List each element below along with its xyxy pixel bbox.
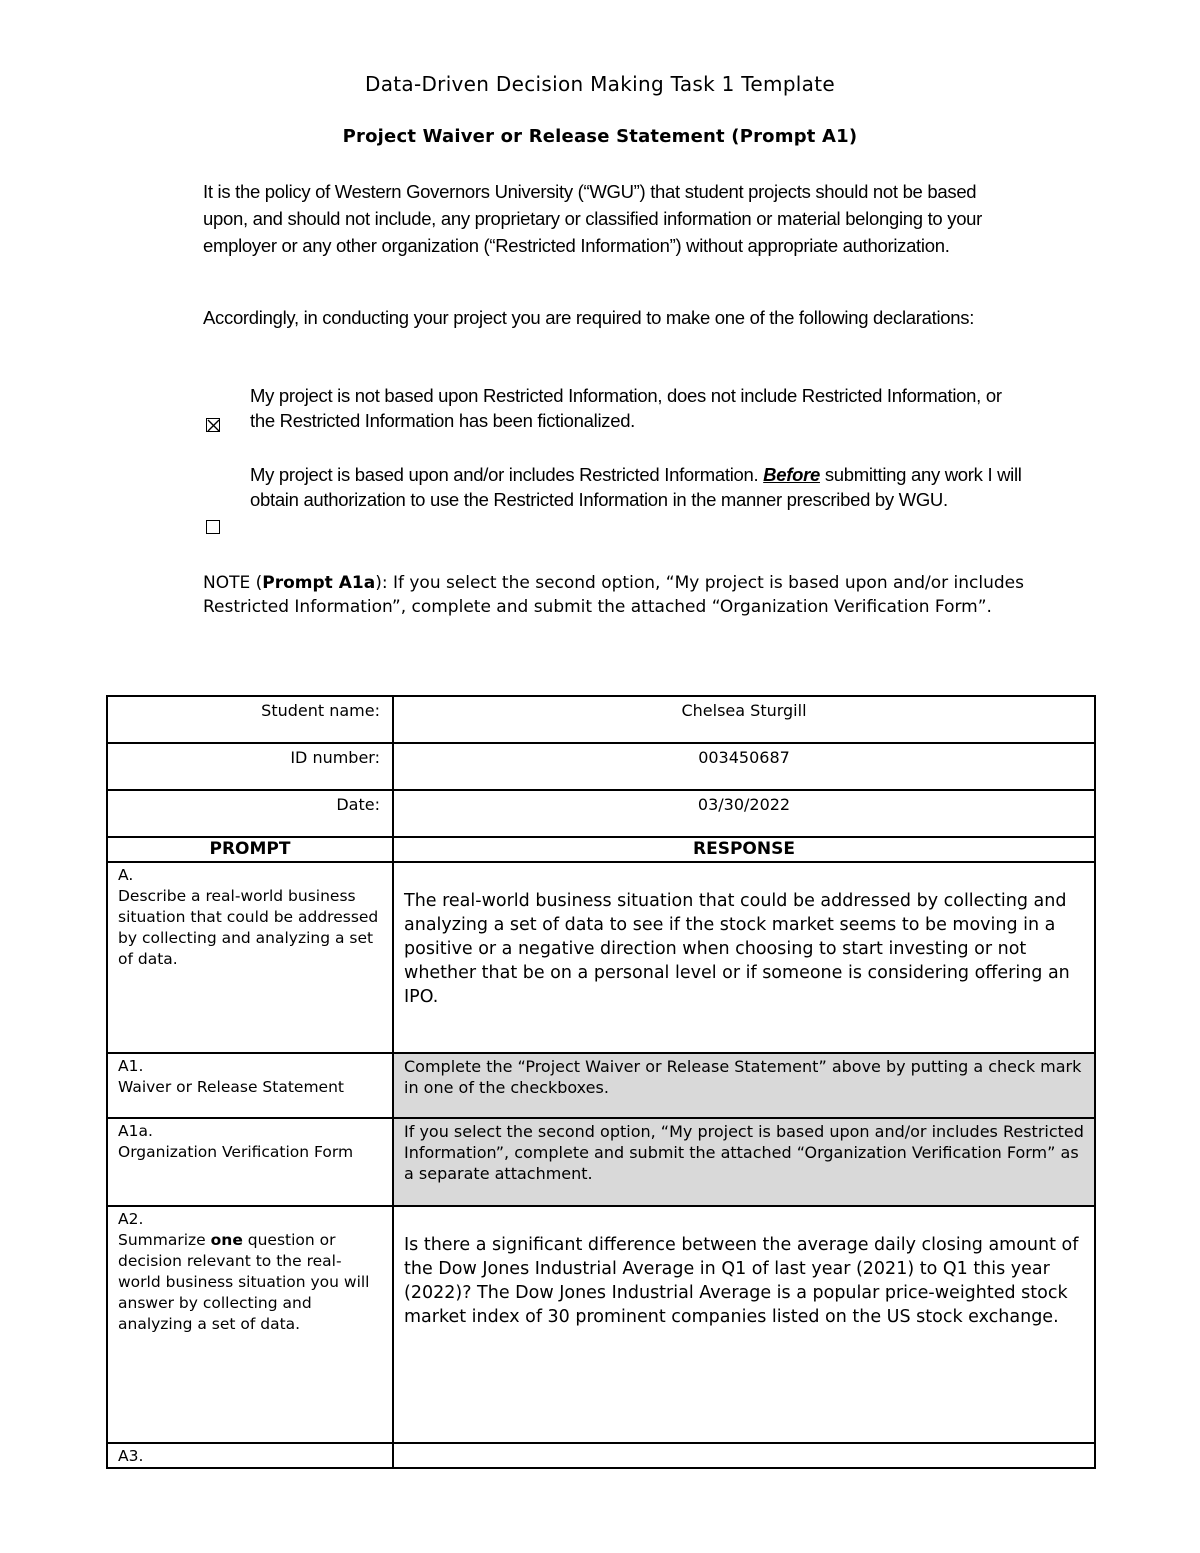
declaration-2-text-after: submitting any work I will obtain authorization to use the Restricted Information in the manner prescribed by WGU. — [250, 464, 1022, 510]
prompt-cell-a1 — [107, 1053, 393, 1118]
declaration-2-emphasis: Before — [763, 464, 820, 485]
note-paragraph — [203, 571, 1103, 619]
response-cell-a[interactable] — [393, 862, 1095, 1053]
prompt-text: Waiver or Release Statement — [118, 1078, 344, 1096]
prompt-cell-a — [107, 862, 393, 1053]
response-text: Is there a significant difference between the average daily closing amount of the Dow Jones Industrial Average in Q1 of last year (2021) to Q1 this year (2022)? The Dow Jones Industrial Average is a popular price-weighted stock market index of 30 prominent companies listed on the US stock exchange. — [404, 1235, 1079, 1327]
declaration-1-text: My project is not based upon Restricted Information, does not include Restricted Information, or the Restricted Information has been fictionalized. — [250, 385, 1002, 431]
student-name-label: Student name: — [107, 696, 393, 743]
prompt-code: A2. — [118, 1210, 144, 1228]
declaration-1-checkbox[interactable] — [206, 418, 220, 432]
prompt-column-header: PROMPT — [107, 837, 393, 862]
prompt-code: A1a. — [118, 1122, 153, 1140]
document-title: Data-Driven Decision Making Task 1 Template — [365, 72, 835, 96]
accordingly-paragraph: Accordingly, in conducting your project you are required to make one of the following declarations: — [203, 307, 975, 328]
response-cell-a2[interactable] — [393, 1206, 1095, 1443]
response-column-header: RESPONSE — [393, 837, 1095, 862]
task-form-table — [106, 695, 1096, 1469]
table-row-a1a — [107, 1118, 1095, 1206]
prompt-cell-a2 — [107, 1206, 393, 1443]
prompt-code: A. — [118, 866, 134, 884]
date-value[interactable]: 03/30/2022 — [393, 790, 1095, 837]
prompt-cell-a3 — [107, 1443, 393, 1468]
prompt-text-after: question or decision relevant to the real-world business situation you will answer by collecting and analyzing a set of data. — [118, 1231, 370, 1333]
prompt-code: A3. — [118, 1447, 144, 1465]
response-text: The real-world business situation that could be addressed by collecting and analyzing a set of data to see if the stock market seems to be moving in a positive or a negative direction when choosing to start investing or not whether that be on a personal level or if someone is considering offering an IPO. — [404, 891, 1070, 1007]
declaration-2-text-before: My project is based upon and/or includes Restricted Information. — [250, 464, 764, 485]
note-prefix: NOTE ( — [203, 573, 263, 593]
response-cell-a3[interactable] — [393, 1443, 1095, 1468]
header-row — [107, 837, 1095, 862]
id-number-value[interactable]: 003450687 — [393, 743, 1095, 790]
prompt-cell-a1a — [107, 1118, 393, 1206]
prompt-text-bold: one — [210, 1231, 243, 1249]
declaration-2-text — [250, 462, 1030, 512]
id-number-label: ID number: — [107, 743, 393, 790]
response-cell-a1a: If you select the second option, “My project is based upon and/or includes Restricted Information”, complete and submit the attached “Organization Verification Form” as a separate attachment. — [393, 1118, 1095, 1206]
table-row-a1 — [107, 1053, 1095, 1118]
prompt-text: Describe a real-world business situation that could be addressed by collecting and analyzing a set of data. — [118, 887, 379, 968]
prompt-text — [118, 1230, 382, 1335]
table-row-a2 — [107, 1206, 1095, 1443]
note-suffix: ): If you select the second option, “My project is based upon and/or includes Restricted Information”, complete and submit the attached “Organization Verification Form”. — [203, 573, 1024, 617]
table-row-a — [107, 862, 1095, 1053]
checked-x-icon — [207, 419, 221, 433]
prompt-text: Organization Verification Form — [118, 1143, 354, 1161]
date-row — [107, 790, 1095, 837]
student-name-row — [107, 696, 1095, 743]
date-label: Date: — [107, 790, 393, 837]
table-row-a3 — [107, 1443, 1095, 1468]
response-cell-a1: Complete the “Project Waiver or Release Statement” above by putting a check mark in one of the checkboxes. — [393, 1053, 1095, 1118]
prompt-code: A1. — [118, 1057, 144, 1075]
policy-paragraph: It is the policy of Western Governors University (“WGU”) that student projects should not be based upon, and should not include, any proprietary or classified information or material belonging to your employer or any other organization (“Restricted Information”) without appropriate authorization. — [203, 181, 983, 256]
declaration-2-checkbox[interactable] — [206, 520, 220, 534]
section-subtitle: Project Waiver or Release Statement (Prompt A1) — [342, 126, 858, 147]
prompt-text-before: Summarize — [118, 1231, 211, 1249]
id-number-row — [107, 743, 1095, 790]
student-name-value[interactable]: Chelsea Sturgill — [393, 696, 1095, 743]
note-bold: Prompt A1a — [262, 573, 376, 593]
